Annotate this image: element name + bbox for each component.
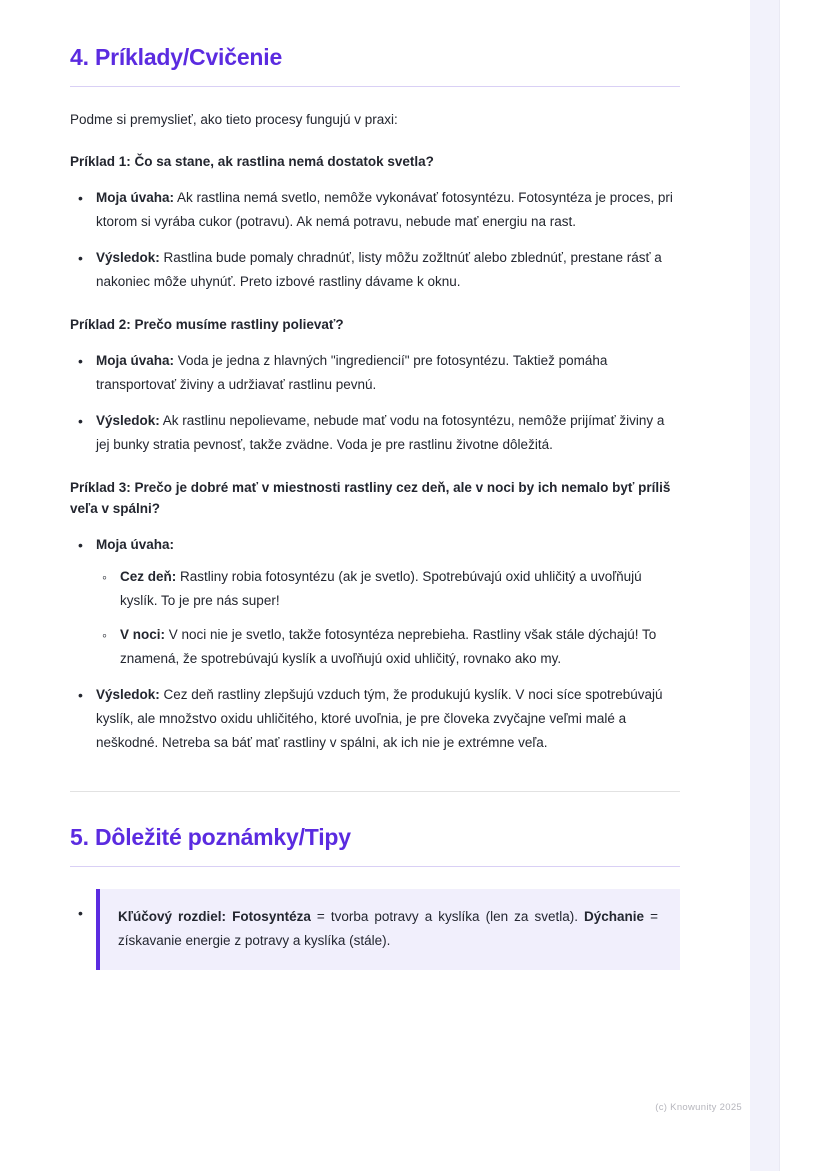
page-scroll-rail[interactable] [749,0,828,1171]
section-4-title: 4. Príklady/Cvičenie [70,44,283,70]
example-2-heading: Príklad 2: Prečo musíme rastliny polievať? [70,317,344,332]
item-label: Výsledok: [96,250,160,265]
item-text: Cez deň rastliny zlepšujú vzduch tým, že produkujú kyslík. V noci síce spotrebúvajú kyslík, ale množstvo oxidu uhličitého, ktoré uvoľnia, je pre človeka zvyčajne veľmi malé a neškodné. Netreba sa báť mať rastliny v spálni, ak ich nie je extrémne veľa. [96,687,663,750]
sub-list-item [96,565,680,613]
list-item [70,186,680,234]
list-item [70,889,680,970]
list-item [70,683,680,755]
item-label: Výsledok: [96,687,160,702]
callout-text-1: = tvorba potravy a kyslíka (len za svetla). [310,909,585,924]
page-edge [779,0,828,1171]
example-1-heading: Príklad 1: Čo sa stane, ak rastlina nemá dostatok svetla? [70,154,434,169]
sub-list-item [96,623,680,671]
list-item [70,349,680,397]
item-label: Moja úvaha: [96,353,175,368]
callout-label-2: Dýchanie [584,909,645,924]
item-text: Ak rastlinu nepolievame, nebude mať vodu na fotosyntézu, nemôže prijímať živiny a jej bunky stratia pevnosť, takže zvädne. Voda je pre rastlinu životne dôležitá. [96,413,665,452]
item-label: Výsledok: [96,413,160,428]
sub-item-label: Cez deň: [120,569,177,584]
item-text: Rastlina bude pomaly chradnúť, listy môžu zožltnúť alebo zblednúť, prestane rásť a nakoniec môže uhynúť. Preto izbové rastliny dávame k oknu. [96,250,662,289]
item-label: Moja úvaha: [96,537,175,552]
example-3-heading: Príklad 3: Prečo je dobré mať v miestnosti rastliny cez deň, ale v noci by ich nemalo byť príliš veľa v spálni? [70,480,671,516]
list-item [70,409,680,457]
item-text: Ak rastlina nemá svetlo, nemôže vykonávať fotosyntézu. Fotosyntéza je proces, pri ktorom si vyrába cukor (potravu). Ak nemá potravu, nebude mať energiu na rast. [96,190,673,229]
key-difference-callout [96,889,680,970]
list-item [70,246,680,294]
section-divider [70,791,680,792]
example-3-sublist [96,565,680,671]
sub-item-text: V noci nie je svetlo, takže fotosyntéza neprebieha. Rastliny však stále dýchajú! To znamená, že spotrebúvajú kyslík a uvoľňujú oxid uhličitý, rovnako ako my. [120,627,657,666]
copyright-credit: (c) Knowunity 2025 [655,1102,742,1113]
item-label: Moja úvaha: [96,190,175,205]
sub-item-text: Rastliny robia fotosyntézu (ak je svetlo). Spotrebúvajú oxid uhličitý a uvoľňujú kyslík. To je pre nás super! [120,569,642,608]
example-3-list [70,533,680,755]
callout-label-1: Kľúčový rozdiel: Fotosyntéza [118,909,311,924]
callout-text-2: = získavanie energie z potravy a kyslíka (stále). [118,909,658,948]
example-1-list [70,186,680,294]
list-item [70,533,680,671]
section-4-title-rule [70,86,680,87]
item-text: Voda je jedna z hlavných "ingrediencií" pre fotosyntézu. Taktiež pomáha transportovať živiny a udržiavať rastlinu pevnú. [96,353,608,392]
section-5-title-rule [70,866,680,867]
section-5-title: 5. Dôležité poznámky/Tipy [70,824,351,850]
section-4-lead: Podme si premyslieť, ako tieto procesy fungujú v praxi: [70,112,398,127]
example-2-list [70,349,680,457]
sub-item-label: V noci: [120,627,166,642]
section-5-list [70,889,680,970]
